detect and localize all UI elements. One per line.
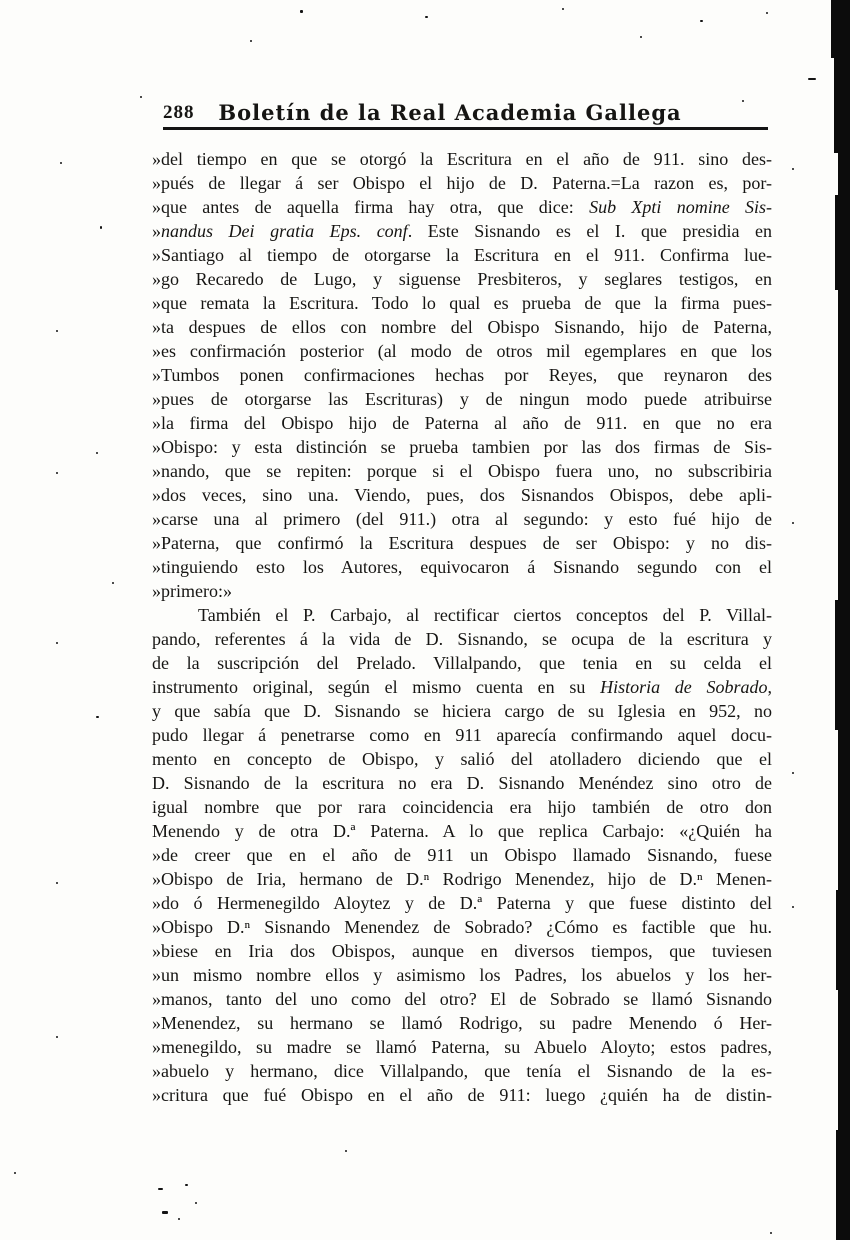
text-segment: »Obispo: y esta distinción se prueba tambien por las dos firmas de Sis- [152, 437, 772, 457]
text-line [152, 939, 772, 963]
text-line [152, 219, 772, 243]
text-line [152, 771, 772, 795]
scan-speck [14, 1172, 16, 1174]
text-line [152, 1083, 772, 1107]
page-number: 288 [163, 102, 195, 123]
text-segment: También el P. Carbajo, al rectificar ciertos conceptos del P. Villal- [198, 605, 772, 625]
header-rule [163, 127, 768, 130]
text-segment: »un mismo nombre ellos y asimismo los Padres, los abuelos y los her- [152, 965, 772, 985]
scan-speck [808, 78, 816, 80]
text-line [152, 651, 772, 675]
text-line [152, 627, 772, 651]
text-segment: »carse una al primero (del 911.) otra al segundo: y esto fué hijo de [152, 509, 772, 529]
scan-speck [185, 1184, 188, 1186]
italic-citation: Sub Xpti nomine Sis- [589, 197, 772, 217]
text-segment: »critura que fué Obispo en el año de 911: luego ¿quién ha de distin- [152, 1085, 772, 1105]
text-segment: »biese en Iria dos Obispos, aunque en diversos tiempos, que tuviesen [152, 941, 772, 961]
scan-speck [766, 12, 768, 14]
scan-speck [140, 96, 142, 98]
text-segment: »tinguiendo esto los Autores, equivocaron á Sisnando segundo con el [152, 557, 772, 577]
text-segment: pando, referentes á la vida de D. Sisnando, se ocupa de la escritura y [152, 629, 772, 649]
text-segment: »es confirmación posterior (al modo de otros mil egemplares en que los [152, 341, 772, 361]
text-segment: , [767, 677, 772, 697]
scan-edge-band-bump [836, 890, 850, 990]
text-segment: »del tiempo en que se otorgó la Escritura en el año de 911. sino des- [152, 149, 772, 169]
scan-speck [96, 452, 98, 454]
text-line [152, 843, 772, 867]
text-line [152, 1035, 772, 1059]
text-line [152, 579, 772, 603]
scan-speck [178, 1218, 180, 1220]
text-line [152, 531, 772, 555]
text-segment: »go Recaredo de Lugo, y siguense Presbiteros, y seglares testigos, en [152, 269, 772, 289]
text-line [152, 147, 772, 171]
text-segment: y que sabía que D. Sisnando se hiciera cargo de su Iglesia en 952, no [152, 701, 772, 721]
text-segment: »Menendez, su hermano se llamó Rodrigo, su padre Menendo ó Her- [152, 1013, 772, 1033]
scan-speck [195, 1202, 197, 1204]
scan-edge-band-bump [834, 58, 850, 153]
text-segment: mento en concepto de Obispo, y salió del atolladero diciendo que el [152, 749, 772, 769]
text-segment: »Paterna, que confirmó la Escritura despues de ser Obispo: y no dis- [152, 533, 772, 553]
scan-speck [56, 330, 58, 332]
text-segment: »Santiago al tiempo de otorgarse la Escritura en el 911. Confirma lue- [152, 245, 772, 265]
scan-edge-band-bump [835, 195, 850, 290]
text-segment: »la firma del Obispo hijo de Paterna al año de 911. en que no era [152, 413, 772, 433]
text-line [152, 723, 772, 747]
text-line [152, 459, 772, 483]
text-segment: »Tumbos ponen confirmaciones hechas por Reyes, que reynaron des [152, 365, 772, 385]
text-line [152, 435, 772, 459]
text-segment: »que remata la Escritura. Todo lo qual es prueba de que la firma pues- [152, 293, 772, 313]
scan-speck [112, 582, 114, 584]
text-segment: »Obispo de Iria, hermano de D.ⁿ Rodrigo Menendez, hijo de D.ⁿ Menen- [152, 869, 772, 889]
text-segment: »menegildo, su madre se llamó Paterna, su Abuelo Aloyto; estos padres, [152, 1037, 772, 1057]
text-line [152, 507, 772, 531]
italic-citation: nandus Dei gratia Eps. conf [161, 221, 408, 241]
text-line [152, 555, 772, 579]
text-line [152, 267, 772, 291]
scan-speck [250, 40, 252, 42]
text-segment: » [152, 221, 161, 241]
text-segment: »Obispo D.ⁿ Sisnando Menendez de Sobrado? ¿Cómo es factible que hu. [152, 917, 772, 937]
scan-speck [425, 16, 428, 18]
text-segment: de la suscripción del Prelado. Villalpando, que tenia en su celda el [152, 653, 772, 673]
scan-speck [56, 882, 58, 884]
page-body-text [152, 147, 772, 1107]
text-line [152, 339, 772, 363]
text-line [152, 315, 772, 339]
scan-speck [792, 168, 794, 170]
text-line [152, 675, 772, 699]
text-segment: instrumento original, según el mismo cuenta en su [152, 677, 601, 697]
text-segment: . Este Sisnando es el I. que presidia en [407, 221, 772, 241]
text-segment: »que antes de aquella firma hay otra, que dice: [152, 197, 590, 217]
scan-speck [162, 1211, 168, 1214]
text-line [152, 867, 772, 891]
scan-speck [792, 906, 794, 908]
text-segment: D. Sisnando de la escritura no era D. Sisnando Menéndez sino otro de [152, 773, 772, 793]
text-segment: »ta despues de ellos con nombre del Obispo Sisnando, hijo de Paterna, [152, 317, 772, 337]
text-line [152, 1011, 772, 1035]
page-header [130, 100, 770, 126]
scan-speck [700, 20, 703, 22]
text-line [152, 411, 772, 435]
text-line [152, 483, 772, 507]
text-segment: »dos veces, sino una. Viendo, pues, dos Sisnandos Obispos, debe apli- [152, 485, 772, 505]
quoted-paragraph [152, 147, 772, 603]
scan-speck [792, 772, 794, 774]
text-line [152, 987, 772, 1011]
text-line [152, 243, 772, 267]
text-line [152, 1059, 772, 1083]
scan-speck [158, 1188, 163, 1190]
scan-speck [770, 1232, 772, 1234]
text-segment: »nando, que se repiten: porque si el Obispo fuera uno, no subscribiria [152, 461, 772, 481]
italic-citation: Historia de Sobrado [600, 677, 768, 697]
text-segment: »pués de llegar á ser Obispo el hijo de D. Paterna.=La razon es, por- [152, 173, 772, 193]
text-line [152, 819, 772, 843]
text-line [152, 891, 772, 915]
scan-speck [300, 10, 303, 13]
scan-speck [345, 1150, 347, 1152]
commentary-paragraph [152, 603, 772, 1107]
text-line [152, 699, 772, 723]
text-segment: »do ó Hermenegildo Aloytez y de D.ª Paterna y que fuese distinto del [152, 893, 772, 913]
text-segment: igual nombre que por rara coincidencia era hijo también de otro don [152, 797, 772, 817]
scan-speck [100, 226, 102, 229]
scan-speck [742, 100, 744, 102]
text-segment: Menendo y de otra D.ª Paterna. A lo que replica Carbajo: «¿Quién ha [152, 821, 772, 841]
scan-speck [56, 1036, 58, 1038]
text-segment: »de creer que en el año de 911 un Obispo llamado Sisnando, fuese [152, 845, 772, 865]
scan-edge-band-bump [835, 600, 850, 730]
text-segment: »abuelo y hermano, dice Villalpando, que tenía el Sisnando de la es- [152, 1061, 772, 1081]
scan-speck [56, 642, 58, 644]
scan-speck [96, 716, 99, 718]
scan-speck [60, 162, 62, 164]
text-line [152, 171, 772, 195]
text-segment: »manos, tanto del uno como del otro? El de Sobrado se llamó Sisnando [152, 989, 772, 1009]
page-title: Boletín de la Real Academia Gallega [218, 100, 682, 125]
text-line [152, 291, 772, 315]
text-line [152, 963, 772, 987]
scan-edge-band-bump [836, 1130, 850, 1240]
scan-speck [792, 522, 794, 524]
text-segment: »pues de otorgarse las Escrituras) y de ningun modo puede atribuirse [152, 389, 772, 409]
text-line [152, 795, 772, 819]
scan-speck [56, 472, 58, 474]
text-line [152, 603, 772, 627]
text-line [152, 915, 772, 939]
text-line [152, 363, 772, 387]
scan-edge-band-bump [831, 0, 850, 58]
text-line [152, 747, 772, 771]
scan-speck [640, 36, 642, 38]
text-segment: pudo llegar á penetrarse como en 911 aparecía confirmando aquel docu- [152, 725, 772, 745]
text-segment: »primero:» [152, 581, 232, 601]
text-line [152, 387, 772, 411]
scan-speck [562, 8, 564, 10]
text-line [152, 195, 772, 219]
